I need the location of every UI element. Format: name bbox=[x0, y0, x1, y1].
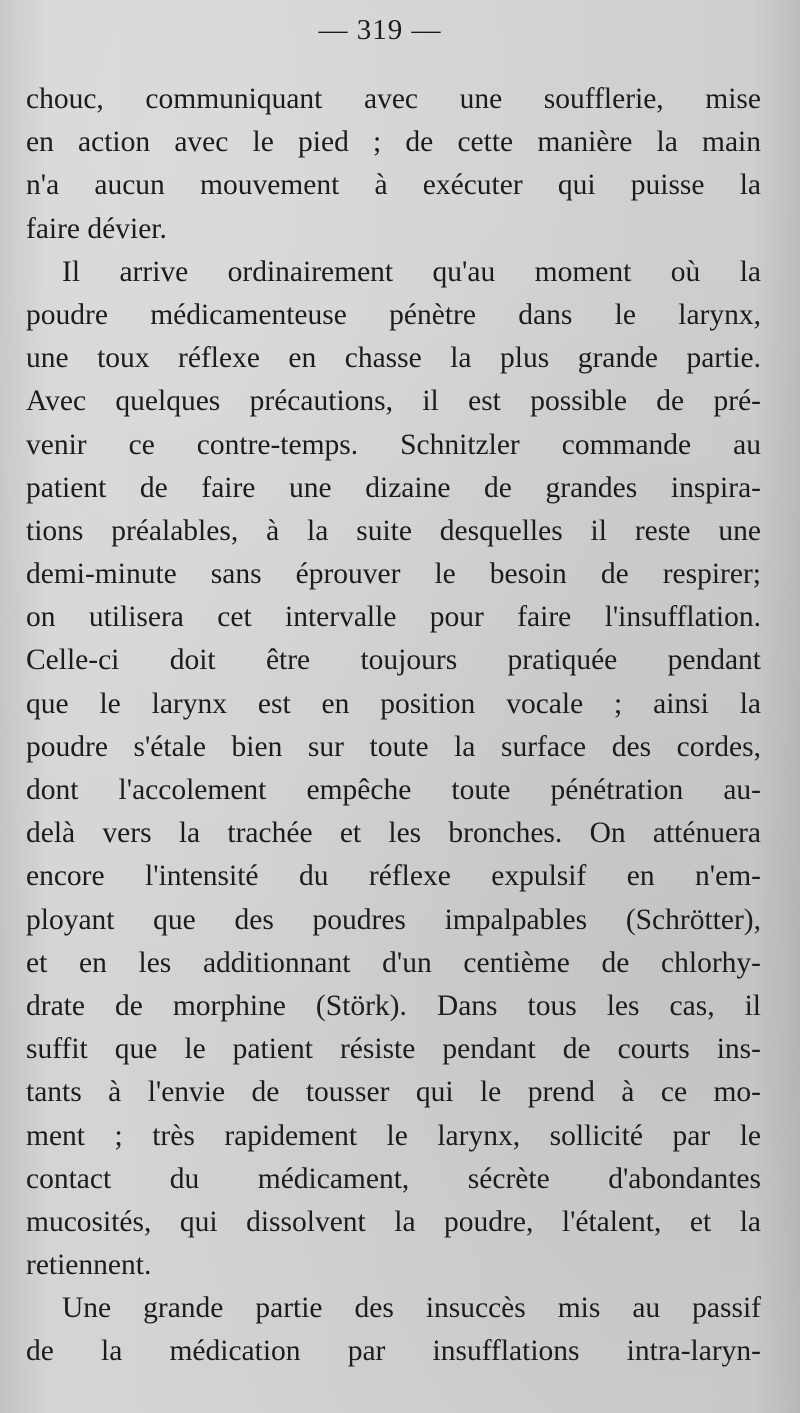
text-line: retiennent. bbox=[26, 1249, 152, 1282]
text-line: et en les additionnant d'un centième de chlorhy- bbox=[26, 946, 761, 979]
text-line: patient de faire une dizaine de grandes inspira- bbox=[26, 471, 761, 504]
text-line: une toux réflexe en chasse la plus grande partie. bbox=[26, 342, 761, 375]
text-line: Avec quelques précautions, il est possible de pré- bbox=[26, 385, 761, 418]
text-line: ployant que des poudres impalpables (Schrötter), bbox=[26, 903, 761, 936]
text-line: chouc, communiquant avec une soufflerie, mise bbox=[26, 83, 761, 115]
text-line: de la médication par insufflations intra-laryn- bbox=[26, 1335, 761, 1368]
text-line: faire dévier. bbox=[26, 212, 167, 245]
text-line: Une grande partie des insuccès mis au passif bbox=[62, 1292, 761, 1325]
text-line: poudre s'étale bien sur toute la surface des cordes, bbox=[26, 730, 761, 763]
text-line: Il arrive ordinairement qu'au moment où la bbox=[62, 255, 761, 288]
text-line: delà vers la trachée et les bronches. On atténuera bbox=[26, 817, 761, 850]
text-line: dont l'accolement empêche toute pénétration au- bbox=[26, 774, 761, 806]
text-line: Celle-ci doit être toujours pratiquée pendant bbox=[26, 644, 761, 677]
text-line: drate de morphine (Störk). Dans tous les cas, il bbox=[26, 989, 761, 1022]
text-line: poudre médicamenteuse pénètre dans le larynx, bbox=[26, 298, 761, 331]
text-line: encore l'intensité du réflexe expulsif en n'em- bbox=[26, 860, 761, 893]
body-text bbox=[26, 78, 761, 1374]
page-number: — 319 — bbox=[318, 14, 442, 46]
text-line: n'a aucun mouvement à exécuter qui puisse la bbox=[26, 169, 761, 202]
text-line: en action avec le pied ; de cette manière la main bbox=[26, 126, 761, 159]
text-line: on utilisera cet intervalle pour faire l'insufflation. bbox=[26, 601, 761, 634]
text-line: tions préalables, à la suite desquelles il reste une bbox=[26, 514, 761, 547]
text-line: venir ce contre-temps. Schnitzler commande au bbox=[26, 428, 761, 461]
text-line: suffit que le patient résiste pendant de courts ins- bbox=[26, 1033, 761, 1066]
text-line: demi-minute sans éprouver le besoin de respirer; bbox=[26, 558, 761, 591]
text-line: tants à l'envie de tousser qui le prend à ce mo- bbox=[26, 1076, 761, 1109]
text-line: ment ; très rapidement le larynx, sollicité par le bbox=[26, 1119, 761, 1152]
text-line: que le larynx est en position vocale ; ainsi la bbox=[26, 687, 761, 720]
text-line: mucosités, qui dissolvent la poudre, l'étalent, et la bbox=[26, 1205, 761, 1238]
text-line: contact du médicament, sécrète d'abondantes bbox=[26, 1162, 761, 1195]
